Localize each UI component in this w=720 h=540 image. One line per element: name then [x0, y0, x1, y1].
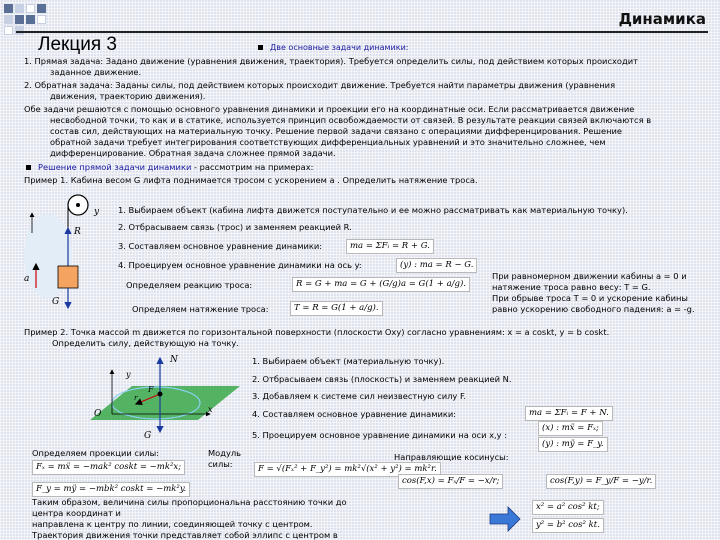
bullet-highlight: Решение прямой задачи динамики [38, 162, 192, 172]
paragraph-line: 2. Обратная задача: Заданы силы, под действием которых происходит движение. Требуется найти параметры движения (уравнения [24, 80, 616, 90]
ellipse-equation-y: y² = b² cos² kt. [532, 518, 604, 533]
direction-cosines-label: Направляющие косинусы: [394, 452, 509, 462]
example2-step-4: 4. Составляем основное уравнение динамики: [252, 409, 457, 419]
example1-title: Пример 1. Кабина весом G лифта поднимается тросом с ускорением a . Определить натяжение троса. [24, 175, 478, 185]
example2-step-3: 3. Добавляем к системе сил неизвестную силу F. [252, 391, 467, 401]
normal-force-label: N [170, 355, 178, 365]
paragraph-line: центра координат и [32, 508, 121, 518]
note-line: При равномерном движении кабины a = 0 и [492, 271, 687, 281]
paragraph-line: дифференцирование. Обратная задача сложнее прямой задачи. [50, 148, 336, 158]
corner-square [4, 15, 13, 24]
example1-step-4: 4. Проецируем основное уравнение динамики на ось y: [118, 260, 362, 270]
origin-label: O [94, 409, 102, 419]
note-line: натяжение троса равно весу: T = G. [492, 282, 651, 292]
slide-title: Динамика [618, 10, 706, 28]
dynamics-equation-2: ma = ΣFᵢ = F + N. [525, 406, 613, 421]
radius-label: r [134, 394, 138, 402]
projection-y-1: (y) : ma = R − G. [396, 258, 477, 273]
projection-y-2: (y) : mÿ = F_y. [538, 437, 608, 452]
reaction-label-text: Определяем реакцию троса: [126, 280, 253, 290]
paragraph-line: Таким образом, величина силы пропорциональна расстоянию точки до [32, 497, 347, 507]
corner-square [15, 15, 24, 24]
paragraph-line: состав сил, действующих на материальную точку. Решение первой задачи связано с операциями дифференцирования. Решение [50, 126, 623, 136]
paragraph-line: обратной задачи требует интегрирования соответствующих дифференциальных уравнений и это значительно сложнее, чем [50, 137, 606, 147]
corner-square [26, 15, 35, 24]
paragraph-line: движения, траекторию движения). [50, 91, 206, 101]
example2-step-2: 2. Отбрасываем связь (плоскость) и заменяем реакцией N. [252, 374, 512, 384]
modulus-label-text: Модуль силы: [208, 448, 242, 469]
corner-square [15, 4, 24, 13]
paragraph-line: Определить силу, действующую на точку. [52, 338, 239, 348]
tension-label-text: Определяем натяжение троса: [132, 304, 269, 314]
example1-step-1: 1. Выбираем объект (кабина лифта движется поступательно и ее можно рассматривать как материальную точку). [118, 205, 628, 215]
lecture-label: Лекция 3 [38, 34, 117, 55]
note-line: При обрыве троса T = 0 и ускорение кабины [492, 293, 688, 303]
direct-problem-paragraph [24, 56, 700, 78]
corner-square [4, 26, 13, 35]
example2-title [24, 327, 609, 349]
corner-square [4, 4, 13, 13]
bullet-icon [258, 45, 263, 50]
example2-step-5: 5. Проецируем основное уравнение динамики на оси x,y : [252, 430, 507, 440]
reaction-formula: R = G + ma = G + (G/g)a = G(1 + a/g). [292, 277, 470, 292]
ellipse-equation-x: x² = a² cos² kt; [532, 500, 604, 515]
right-arrow-icon [488, 505, 522, 533]
direct-problem-bullet [26, 162, 313, 173]
ellipse-motion-diagram [90, 350, 240, 442]
example1-step-2: 2. Отбрасываем связь (трос) и заменяем реакцией R. [118, 222, 352, 232]
tension-formula: T = R = G(1 + a/g). [290, 301, 383, 316]
paragraph-line: 1. Прямая задача: Задано движение (уравнения движения, траектория). Требуется определить силы, под действием которых происходит [24, 56, 638, 66]
inverse-problem-paragraph [24, 80, 700, 102]
projections-label-text: Определяем проекции силы: [32, 448, 160, 458]
y-axis-label: y [94, 207, 100, 217]
gravity-label: G [144, 431, 152, 441]
dynamics-equation-1: ma = ΣFᵢ = R + G. [346, 239, 434, 254]
reaction-label: R [74, 227, 81, 237]
force-label: F [148, 385, 154, 394]
example1-step-3: 3. Составляем основное уравнение динамики: [118, 241, 323, 251]
elevator-cabin [58, 266, 78, 288]
method-paragraph [24, 104, 700, 159]
gravity-label: G [52, 297, 60, 307]
force-projection-y: F_y = mÿ = −mbk² coskt = −mk²y. [32, 482, 190, 497]
example1-note [492, 271, 695, 315]
example2-step-1: 1. Выбираем объект (материальную точку). [252, 356, 445, 366]
corner-square [37, 4, 46, 13]
title-divider [16, 31, 708, 33]
section-heading-text: Две основные задачи динамики: [270, 43, 409, 52]
note-line: равно ускорению свободного падения: a = -g. [492, 304, 695, 314]
bullet-tail: - рассмотрим на примерах: [191, 162, 314, 172]
direction-cosine-y: cos(F,y) = F_y/F = −y/r. [546, 474, 656, 489]
material-point [158, 392, 163, 397]
paragraph-line: направлена к центру по линии, соединяющей точку с центром. [32, 519, 313, 529]
y-axis-label: y [126, 370, 131, 379]
paragraph-line: Пример 2. Точка массой m движется по горизонтальной поверхности (плоскости Oxy) согласно уравнениям: x = a coskt, y = b coskt. [24, 327, 610, 337]
section-heading [258, 43, 408, 52]
direction-cosine-x: cos(F,x) = Fₓ/F = −x/r; [398, 474, 503, 489]
force-projection-x: Fₓ = mẍ = −mak² coskt = −mk²x; [32, 460, 185, 475]
x-axis-label: x [208, 405, 213, 414]
paragraph-line: несвободной точки, то как и в статике, используется принцип освобождаемости от связей. В результате реакции связей включаются в [50, 115, 652, 125]
paragraph-line: Обе задачи решаются с помощью основного уравнения динамики и проекции его на координатные оси. Если рассматривается движение [24, 104, 635, 114]
paragraph-line: заданное движение. [50, 67, 142, 77]
paragraph-line: Траектория движения точки представляет собой эллипс с центром в [32, 530, 338, 540]
bullet-icon [26, 165, 31, 170]
example2-conclusion [32, 497, 347, 540]
elevator-diagram [22, 188, 122, 318]
corner-square [26, 4, 35, 13]
corner-square [37, 15, 46, 24]
force-modulus-formula: F = √(Fₓ² + F_y²) = mk²√(x² + y²) = mk²r. [254, 462, 441, 477]
acceleration-label: a [24, 274, 30, 284]
projection-x: (x) : mẍ = Fₓ; [538, 421, 603, 436]
